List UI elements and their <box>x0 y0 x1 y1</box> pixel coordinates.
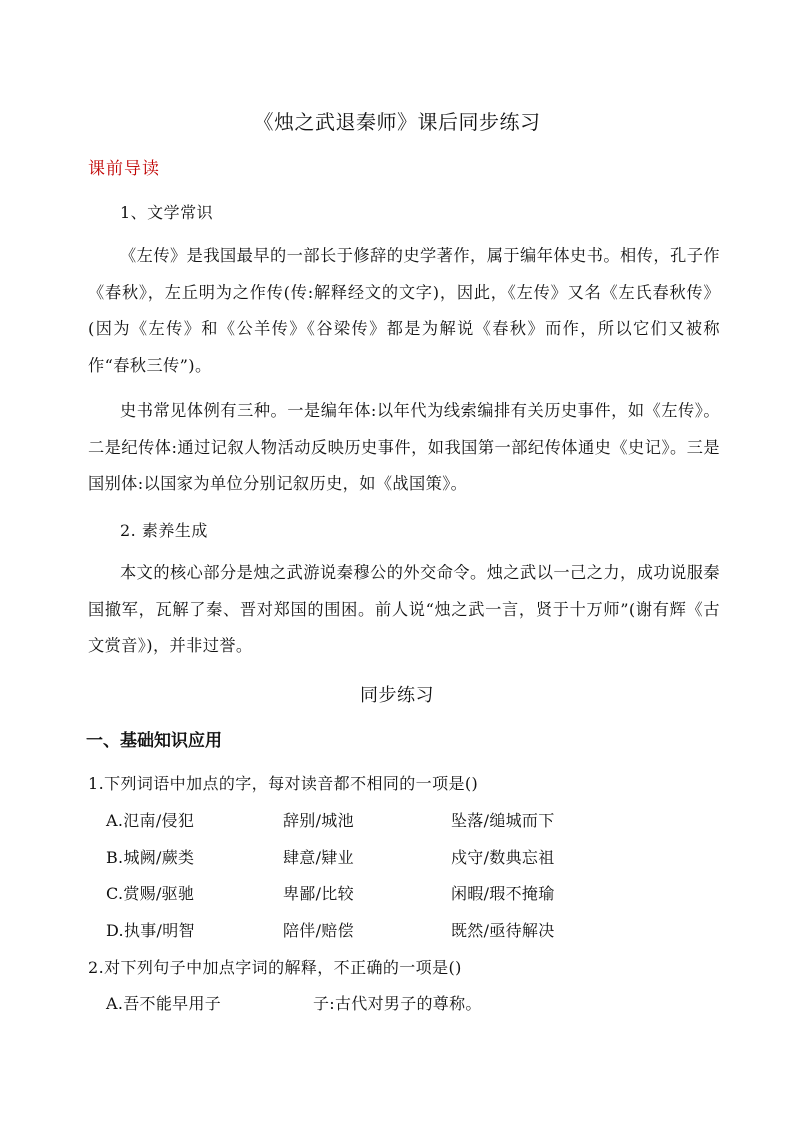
q1-option-b-word-1: B.城阙/蕨类 <box>106 848 195 867</box>
part-one-heading: 一、基础知识应用 <box>86 731 222 751</box>
practice-heading: 同步练习 <box>360 685 434 706</box>
q1-option-d-word-3: 既然/亟待解决 <box>451 921 555 940</box>
question-2-stem: 2.对下列句子中加点字词的解释，不正确的一项是() <box>88 958 462 977</box>
q1-option-c-word-2: 卑鄙/比较 <box>283 884 354 903</box>
subheading-literary-knowledge: 1、文学常识 <box>120 203 214 222</box>
q1-option-a-word-2: 辞别/城池 <box>283 811 354 830</box>
q1-option-c-word-1: C.赏赐/驱驰 <box>106 884 195 903</box>
question-1-stem: 1.下列词语中加点的字，每对读音都不相同的一项是() <box>88 774 479 793</box>
q1-option-b-word-3: 戍守/数典忘祖 <box>451 848 555 867</box>
q2-option-a-explanation: 子:古代对男子的尊称。 <box>313 994 482 1013</box>
q1-option-a-word-3: 坠落/缒城而下 <box>451 811 555 830</box>
paragraph-history-styles: 史书常见体例有三种。一是编年体:以年代为线索编排有关历史事件，如《左传》。二是纪传体:通过记叙人物活动反映历史事件，如我国第一部纪传体通史《史记》。三是国别体:以国家为单位分别记叙历史，如《战国策》。 <box>88 401 720 493</box>
q1-option-d-word-1: D.执事/明智 <box>106 921 195 940</box>
subheading-literacy: 2. 素养生成 <box>120 521 208 540</box>
q1-option-c-word-3: 闲暇/瑕不掩瑜 <box>451 884 555 903</box>
q1-option-a-word-1: A.氾南/侵犯 <box>106 811 195 830</box>
pre-reading-heading: 课前导读 <box>88 159 160 179</box>
q1-option-b-word-2: 肆意/肄业 <box>283 848 354 867</box>
q1-option-d-word-2: 陪伴/赔偿 <box>283 921 354 940</box>
paragraph-core-summary: 本文的核心部分是烛之武游说秦穆公的外交命令。烛之武以一己之力，成功说服秦国撤军，瓦解了秦、晋对郑国的围困。前人说“烛之武一言，贤于十万师”(谢有辉《古文赏音》)，并非过誉。 <box>88 563 720 655</box>
paragraph-zuozhuan-intro: 《左传》是我国最早的一部长于修辞的史学著作，属于编年体史书。相传，孔子作《春秋》，左丘明为之作传(传:解释经文的文字)，因此，《左传》又名《左氏春秋传》(因为《左传》和《公羊传》《谷梁传》都是为解说《春秋》而作，所以它们又被称作“春秋三传”)。 <box>88 246 720 375</box>
document-title: 《烛之武退秦师》课后同步练习 <box>253 110 541 134</box>
q2-option-a-sentence: A.吾不能早用子 <box>106 994 222 1013</box>
